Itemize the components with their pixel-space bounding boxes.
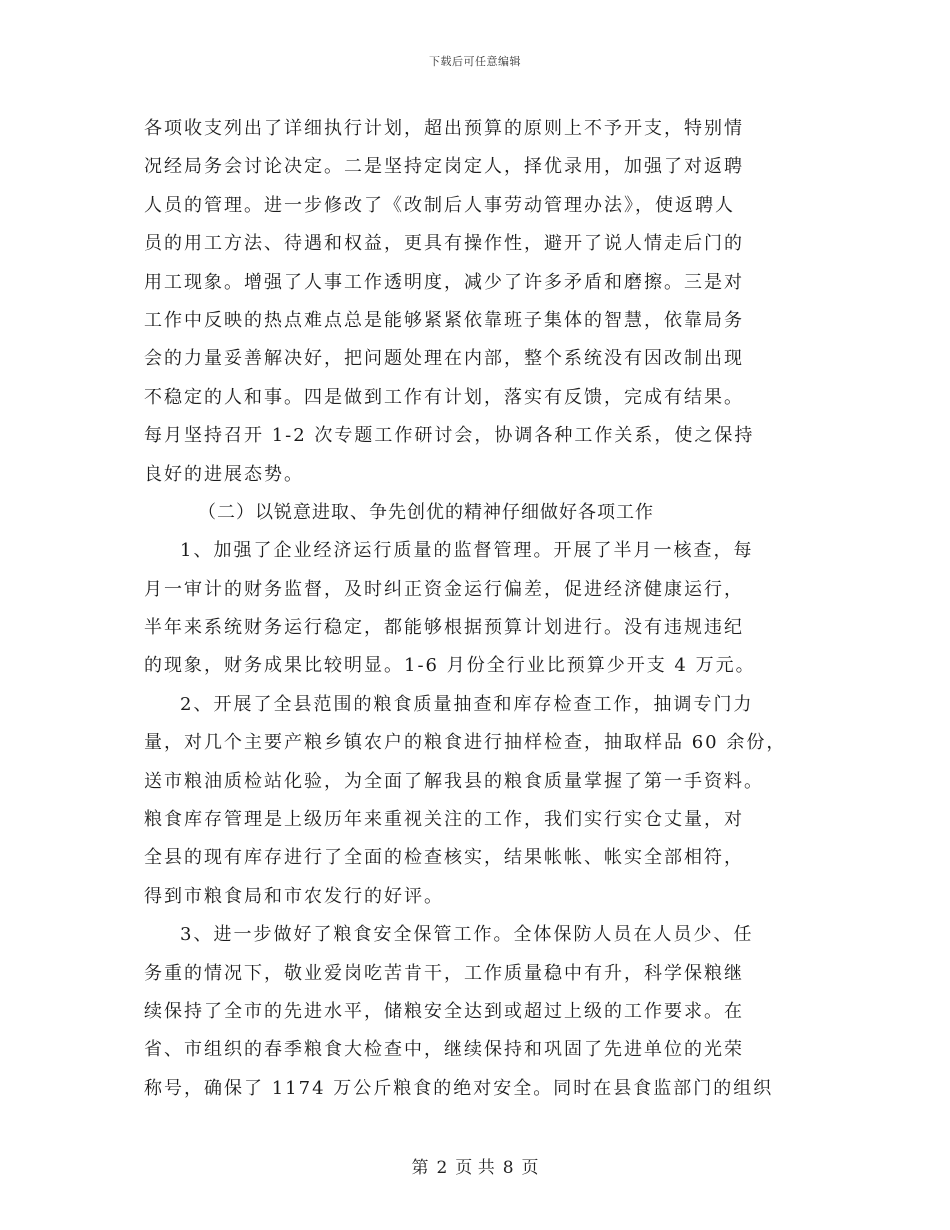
text-line: 员的用工方法、待遇和权益，更具有操作性，避开了说人情走后门的 [144, 233, 744, 255]
text-line: 称号，确保了 1174 万公斤粮食的绝对安全。同时在县食监部门的组织 [144, 1077, 774, 1099]
text-line: 每月坚持召开 1-2 次专题工作研讨会，协调各种工作关系，使之保持 [144, 425, 755, 447]
text-line: 人员的管理。进一步修改了《改制后人事劳动管理办法》，使返聘人 [144, 194, 735, 216]
paragraph-start-line: 1、加强了企业经济运行质量的监督管理。开展了半月一核查，每 [180, 540, 754, 562]
paragraph-start-line: 3、进一步做好了粮食安全保管工作。全体保防人员在人员少、任 [180, 924, 754, 946]
text-line: 的现象，财务成果比较明显。1-6 月份全行业比预算少开支 4 万元。 [144, 655, 756, 677]
text-line: 务重的情况下，敬业爱岗吃苦肯干，工作质量稳中有升，科学保粮继 [144, 962, 744, 984]
document-body [144, 110, 804, 1108]
footer-middle: 页 共 [455, 1158, 495, 1178]
text-line: 各项收支列出了详细执行计划，超出预算的原则上不予开支，特别情 [144, 118, 744, 139]
text-line: 会的力量妥善解决好，把问题处理在内部，整个系统没有因改制出现 [144, 348, 744, 370]
text-line: 得到市粮食局和市农发行的好评。 [144, 885, 444, 907]
text-line: 不稳定的人和事。四是做到工作有计划，落实有反馈，完成有结果。 [144, 386, 744, 408]
text-line: 月一审计的财务监督，及时纠正资金运行偏差，促进经济健康运行， [144, 578, 744, 600]
text-line: 续保持了全市的先进水平，储粮安全达到或超过上级的工作要求。在 [144, 1000, 744, 1022]
text-line: 半年来系统财务运行稳定，都能够根据预算计划进行。没有违规违纪 [144, 617, 744, 639]
total-page-count: 8 [502, 1158, 514, 1178]
text-line: 全县的现有库存进行了全面的检查核实，结果帐帐、帐实全部相符， [144, 847, 744, 869]
current-page-number: 2 [436, 1158, 448, 1178]
text-line: 量，对几个主要产粮乡镇农户的粮食进行抽样检查，抽取样品 60 余份， [144, 732, 787, 754]
text-line: 用工现象。增强了人事工作透明度，减少了许多矛盾和磨擦。三是对 [144, 271, 744, 293]
paragraph-start-line: 2、开展了全县范围的粮食质量抽查和库存检查工作，抽调专门力 [180, 693, 754, 715]
text-line: 良好的进展态势。 [144, 463, 304, 485]
text-line: 送市粮油质检站化验，为全面了解我县的粮食质量掌握了第一手资料。 [144, 770, 764, 792]
text-line: 粮食库存管理是上级历年来重视关注的工作，我们实行实仓丈量，对 [144, 809, 744, 831]
text-line: 省、市组织的春季粮食大检查中，继续保持和巩固了先进单位的光荣 [144, 1039, 744, 1061]
page-footer [0, 1153, 950, 1178]
text-line: 况经局务会讨论决定。二是坚持定岗定人，择优录用，加强了对返聘 [144, 156, 744, 178]
text-line: 工作中反映的热点难点总是能够紧紧依靠班子集体的智慧，依靠局务 [144, 309, 744, 331]
page-header: 下载后可任意编辑 [429, 55, 521, 68]
section-heading: （二）以锐意进取、争先创优的精神仔细做好各项工作 [198, 501, 654, 523]
footer-suffix: 页 [521, 1158, 539, 1178]
footer-prefix: 第 [411, 1158, 429, 1178]
